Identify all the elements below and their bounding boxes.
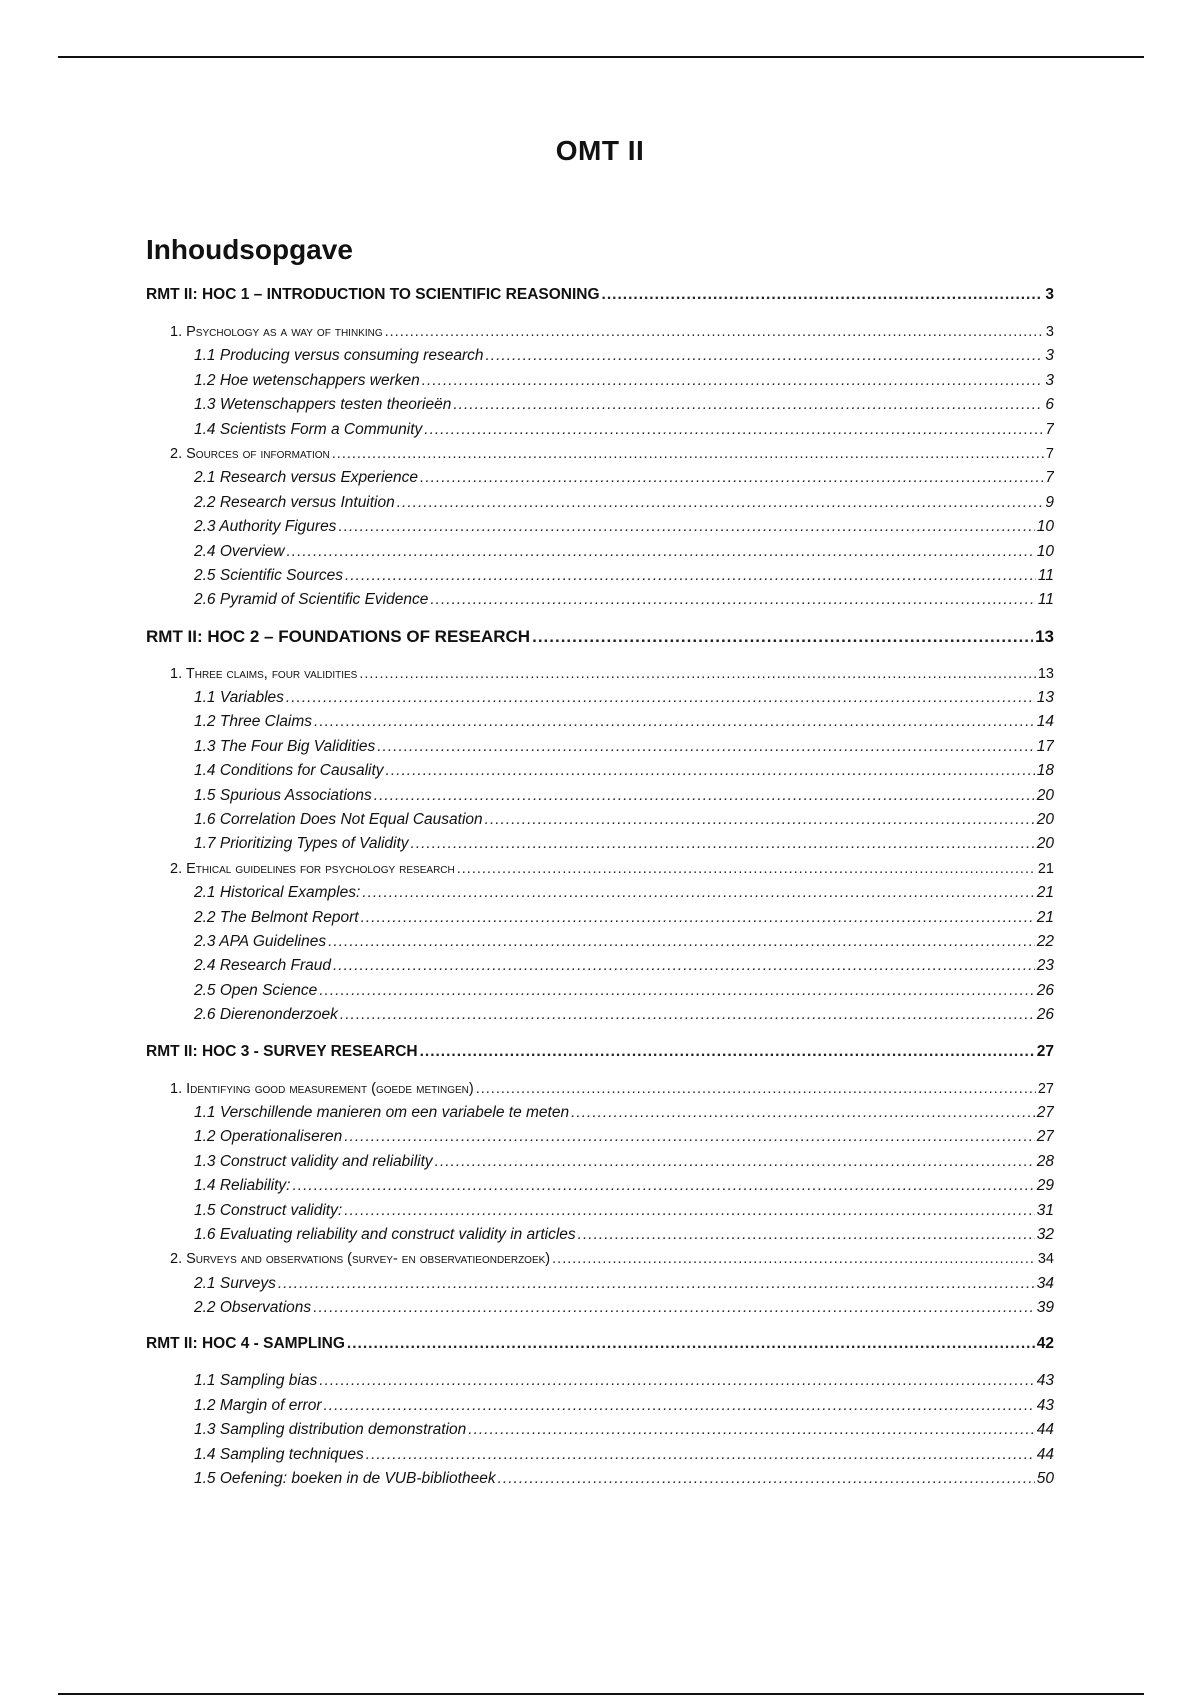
toc-subsection-entry[interactable]: [194, 564, 1054, 588]
toc-entry-page: 21: [1036, 884, 1054, 902]
toc-entry-label: 2.2 Observations: [194, 1299, 312, 1317]
toc-leader-dots: [332, 442, 1044, 466]
toc-entry-label: 1.2 Three Claims: [194, 713, 313, 731]
toc-leader-dots: [338, 515, 1034, 539]
toc-entry-page: 22: [1036, 932, 1054, 950]
toc-leader-dots: [485, 344, 1043, 368]
toc-leader-dots: [476, 1077, 1036, 1101]
toc-entry-label: 1.6 Evaluating reliability and construct validity in articles: [194, 1225, 576, 1243]
toc-entry-label: 1. Three claims, four validities: [170, 665, 358, 682]
toc-leader-dots: [385, 320, 1044, 344]
toc-entry-page: 43: [1036, 1372, 1054, 1390]
toc-subsection-entry[interactable]: [194, 1272, 1054, 1296]
toc-entry-label: RMT II: HOC 2 – FOUNDATIONS OF RESEARCH: [146, 626, 531, 646]
toc-entry-label: 1.1 Variables: [194, 689, 284, 707]
toc-section-entry[interactable]: [170, 442, 1054, 466]
toc-leader-dots: [485, 808, 1035, 832]
toc-subsection-entry[interactable]: [194, 1003, 1054, 1027]
toc-leader-dots: [319, 979, 1035, 1003]
toc-subsection-entry[interactable]: [194, 466, 1054, 490]
toc-entry-page: 6: [1045, 396, 1054, 414]
toc-entry-page: 7: [1045, 469, 1054, 487]
toc-entry-label: 2.4 Research Fraud: [194, 957, 331, 975]
toc-leader-dots: [435, 1150, 1035, 1174]
toc-entry-label: 1.1 Sampling bias: [194, 1372, 318, 1390]
toc-entry-label: 1. Identifying good measurement (goede metingen): [170, 1080, 474, 1097]
toc-entry-label: 2.3 APA Guidelines: [194, 932, 327, 950]
toc-leader-dots: [359, 662, 1036, 686]
toc-leader-dots: [377, 735, 1035, 759]
toc-subsection-entry[interactable]: [194, 1418, 1054, 1442]
toc-leader-dots: [314, 710, 1035, 734]
toc-entry-page: 27: [1036, 1042, 1054, 1060]
toc-entry-label: 2.6 Dierenonderzoek: [194, 1006, 338, 1024]
toc-entry-page: 27: [1036, 1103, 1054, 1121]
toc-leader-dots: [411, 832, 1035, 856]
toc-subsection-entry[interactable]: [194, 735, 1054, 759]
toc-entry-label: 2.4 Overview: [194, 542, 285, 560]
toc-entry-label: 1. Psychology as a way of thinking: [170, 324, 383, 340]
document-title: OMT II: [555, 135, 645, 166]
toc-entry-page: 7: [1045, 445, 1054, 462]
toc-entry-label: 2.3 Authority Figures: [194, 518, 337, 536]
toc-subsection-entry[interactable]: [194, 1296, 1054, 1320]
toc-entry-page: 27: [1037, 1080, 1054, 1097]
toc-entry-label: RMT II: HOC 4 - SAMPLING: [146, 1335, 345, 1353]
toc-entry-label: 1.1 Verschillende manieren om een variabele te meten: [194, 1103, 570, 1121]
toc-entry-label: 1.2 Operationaliseren: [194, 1128, 343, 1146]
toc-entry-label: 2. Sources of information: [170, 445, 330, 462]
toc-entry-label: 1.4 Conditions for Causality: [194, 762, 384, 780]
toc-entry-page: 27: [1036, 1128, 1054, 1146]
toc-entry-page: 3: [1045, 371, 1054, 389]
toc-entry-page: 29: [1036, 1177, 1054, 1195]
toc-leader-dots: [430, 588, 1036, 612]
toc-leader-dots: [420, 466, 1043, 490]
toc-leader-dots: [344, 1199, 1035, 1223]
toc-entry-label: 2.6 Pyramid of Scientific Evidence: [194, 591, 429, 609]
toc-subsection-entry[interactable]: [194, 759, 1054, 783]
toc-entry-page: 42: [1036, 1335, 1054, 1353]
toc-subsection-entry[interactable]: [194, 1174, 1054, 1198]
toc-leader-dots: [420, 1040, 1035, 1064]
toc-subsection-entry[interactable]: [194, 1394, 1054, 1418]
toc-leader-dots: [324, 1394, 1035, 1418]
toc-entry-label: 2.2 Research versus Intuition: [194, 493, 395, 511]
toc-subsection-entry[interactable]: [194, 832, 1054, 856]
toc-leader-dots: [362, 881, 1034, 905]
toc-entry-page: 28: [1036, 1152, 1054, 1170]
toc-entry-page: 13: [1035, 626, 1054, 646]
toc-entry-page: 34: [1037, 1251, 1054, 1268]
toc-entry-page: 44: [1036, 1421, 1054, 1439]
toc-entry-label: 1.2 Margin of error: [194, 1396, 322, 1414]
toc-entry-label: 1.7 Prioritizing Types of Validity: [194, 835, 409, 853]
toc-entry-page: 34: [1036, 1274, 1054, 1292]
toc-subsection-entry[interactable]: [194, 686, 1054, 710]
toc-subsection-entry[interactable]: [194, 1443, 1054, 1467]
toc-leader-dots: [397, 491, 1044, 515]
toc-leader-dots: [286, 540, 1034, 564]
toc-section-entry[interactable]: [170, 1077, 1054, 1101]
toc-leader-dots: [278, 1272, 1035, 1296]
toc-entry-label: RMT II: HOC 3 - SURVEY RESEARCH: [146, 1042, 418, 1060]
toc-heading: Inhoudsopgave: [146, 234, 353, 265]
toc-subsection-entry[interactable]: [194, 881, 1054, 905]
toc-entry-label: 2.1 Historical Examples:: [194, 884, 361, 902]
toc-entry-page: 13: [1037, 665, 1054, 682]
toc-entry-label: 2.1 Surveys: [194, 1274, 276, 1292]
toc-leader-dots: [498, 1467, 1035, 1491]
toc-leader-dots: [340, 1003, 1035, 1027]
toc-subsection-entry[interactable]: [194, 808, 1054, 832]
toc-entry-label: 1.3 Wetenschappers testen theorieën: [194, 396, 452, 414]
toc-entry-page: 10: [1036, 542, 1054, 560]
toc-entry-page: 3: [1045, 347, 1054, 365]
toc-leader-dots: [578, 1223, 1035, 1247]
toc-entry-page: 32: [1036, 1225, 1054, 1243]
toc-subsection-entry[interactable]: [194, 588, 1054, 612]
toc-entry-label: 1.4 Reliability:: [194, 1177, 291, 1195]
toc-leader-dots: [602, 283, 1044, 307]
toc-entry-label: 1.5 Spurious Associations: [194, 786, 372, 804]
toc-entry-label: 2.5 Scientific Sources: [194, 566, 344, 584]
toc-entry-page: 20: [1036, 811, 1054, 829]
toc-leader-dots: [374, 784, 1035, 808]
toc-entry-label: 2.2 The Belmont Report: [194, 908, 359, 926]
toc-entry-label: 2.5 Open Science: [194, 981, 318, 999]
toc-leader-dots: [422, 369, 1044, 393]
toc-subsection-entry[interactable]: [194, 1150, 1054, 1174]
toc-leader-dots: [313, 1296, 1035, 1320]
toc-leader-dots: [386, 759, 1035, 783]
toc-entry-page: 14: [1036, 713, 1054, 731]
toc-subsection-entry[interactable]: [194, 1125, 1054, 1149]
toc-entry-page: 9: [1045, 493, 1054, 511]
toc-leader-dots: [286, 686, 1035, 710]
table-of-contents: [146, 283, 1054, 1491]
toc-entry-page: 11: [1037, 566, 1054, 584]
toc-section-entry[interactable]: [170, 857, 1054, 881]
toc-entry-label: 1.1 Producing versus consuming research: [194, 347, 484, 365]
toc-leader-dots: [366, 1443, 1035, 1467]
toc-entry-page: 21: [1036, 908, 1054, 926]
toc-subsection-entry[interactable]: [194, 1223, 1054, 1247]
toc-entry-label: 1.4 Scientists Form a Community: [194, 420, 423, 438]
toc-subsection-entry[interactable]: [194, 344, 1054, 368]
toc-subsection-entry[interactable]: [194, 1199, 1054, 1223]
toc-section-entry[interactable]: [170, 662, 1054, 686]
toc-leader-dots: [361, 906, 1035, 930]
toc-subsection-entry[interactable]: [194, 418, 1054, 442]
toc-subsection-entry[interactable]: [194, 954, 1054, 978]
toc-chapter-entry[interactable]: [146, 1040, 1054, 1064]
toc-leader-dots: [328, 930, 1035, 954]
toc-leader-dots: [552, 1247, 1036, 1271]
toc-entry-page: 10: [1036, 518, 1054, 536]
toc-leader-dots: [532, 625, 1033, 649]
toc-leader-dots: [571, 1101, 1035, 1125]
toc-subsection-entry[interactable]: [194, 906, 1054, 930]
toc-leader-dots: [347, 1332, 1035, 1356]
toc-subsection-entry[interactable]: [194, 710, 1054, 734]
toc-entry-page: 26: [1036, 981, 1054, 999]
toc-entry-label: 2.1 Research versus Experience: [194, 469, 419, 487]
toc-subsection-entry[interactable]: [194, 1467, 1054, 1491]
toc-subsection-entry[interactable]: [194, 784, 1054, 808]
toc-entry-page: 18: [1036, 762, 1054, 780]
toc-entry-page: 23: [1036, 957, 1054, 975]
toc-chapter-entry[interactable]: [146, 625, 1054, 649]
toc-chapter-entry[interactable]: [146, 1332, 1054, 1356]
toc-entry-label: 1.2 Hoe wetenschappers werken: [194, 371, 420, 389]
toc-entry-page: 43: [1036, 1396, 1054, 1414]
toc-subsection-entry[interactable]: [194, 393, 1054, 417]
toc-entry-page: 31: [1036, 1201, 1054, 1219]
toc-subsection-entry[interactable]: [194, 930, 1054, 954]
toc-entry-label: 1.5 Oefening: boeken in de VUB-bibliotheek: [194, 1470, 496, 1488]
toc-entry-page: 21: [1037, 860, 1054, 877]
toc-leader-dots: [293, 1174, 1035, 1198]
toc-section-entry[interactable]: [170, 1247, 1054, 1271]
footer-rule: [58, 1693, 1144, 1695]
toc-entry-page: 7: [1045, 420, 1054, 438]
toc-entry-page: 17: [1036, 737, 1054, 755]
toc-entry-label: 2. Ethical guidelines for psychology research: [170, 860, 455, 877]
toc-entry-page: 26: [1036, 1006, 1054, 1024]
toc-entry-label: 1.5 Construct validity:: [194, 1201, 343, 1219]
toc-entry-page: 20: [1036, 835, 1054, 853]
toc-entry-page: 50: [1036, 1470, 1054, 1488]
toc-leader-dots: [453, 393, 1043, 417]
toc-leader-dots: [468, 1418, 1034, 1442]
toc-entry-label: 2. Surveys and observations (survey- en observatieonderzoek): [170, 1251, 551, 1268]
toc-entry-label: 1.6 Correlation Does Not Equal Causation: [194, 811, 483, 829]
toc-subsection-entry[interactable]: [194, 491, 1054, 515]
toc-leader-dots: [345, 564, 1036, 588]
toc-subsection-entry[interactable]: [194, 540, 1054, 564]
toc-entry-label: 1.3 Sampling distribution demonstration: [194, 1421, 467, 1439]
toc-subsection-entry[interactable]: [194, 1369, 1054, 1393]
toc-chapter-entry[interactable]: [146, 283, 1054, 307]
header-rule: [58, 56, 1144, 58]
toc-entry-label: 1.3 The Four Big Validities: [194, 737, 376, 755]
toc-entry-page: 20: [1036, 786, 1054, 804]
toc-section-entry[interactable]: [170, 320, 1054, 344]
toc-subsection-entry[interactable]: [194, 369, 1054, 393]
toc-leader-dots: [424, 418, 1043, 442]
toc-leader-dots: [333, 954, 1035, 978]
toc-entry-page: 13: [1036, 689, 1054, 707]
toc-subsection-entry[interactable]: [194, 979, 1054, 1003]
toc-leader-dots: [344, 1125, 1035, 1149]
toc-entry-page: 11: [1037, 591, 1054, 609]
toc-entry-label: 1.4 Sampling techniques: [194, 1445, 364, 1463]
toc-subsection-entry[interactable]: [194, 1101, 1054, 1125]
toc-entry-page: 3: [1045, 286, 1054, 303]
toc-leader-dots: [457, 857, 1036, 881]
toc-leader-dots: [319, 1369, 1035, 1393]
toc-subsection-entry[interactable]: [194, 515, 1054, 539]
toc-entry-page: 39: [1036, 1299, 1054, 1317]
toc-entry-page: 44: [1036, 1445, 1054, 1463]
toc-entry-label: RMT II: HOC 1 – INTRODUCTION TO SCIENTIFIC REASONING: [146, 286, 600, 303]
toc-entry-label: 1.3 Construct validity and reliability: [194, 1152, 433, 1170]
toc-entry-page: 3: [1045, 324, 1054, 340]
